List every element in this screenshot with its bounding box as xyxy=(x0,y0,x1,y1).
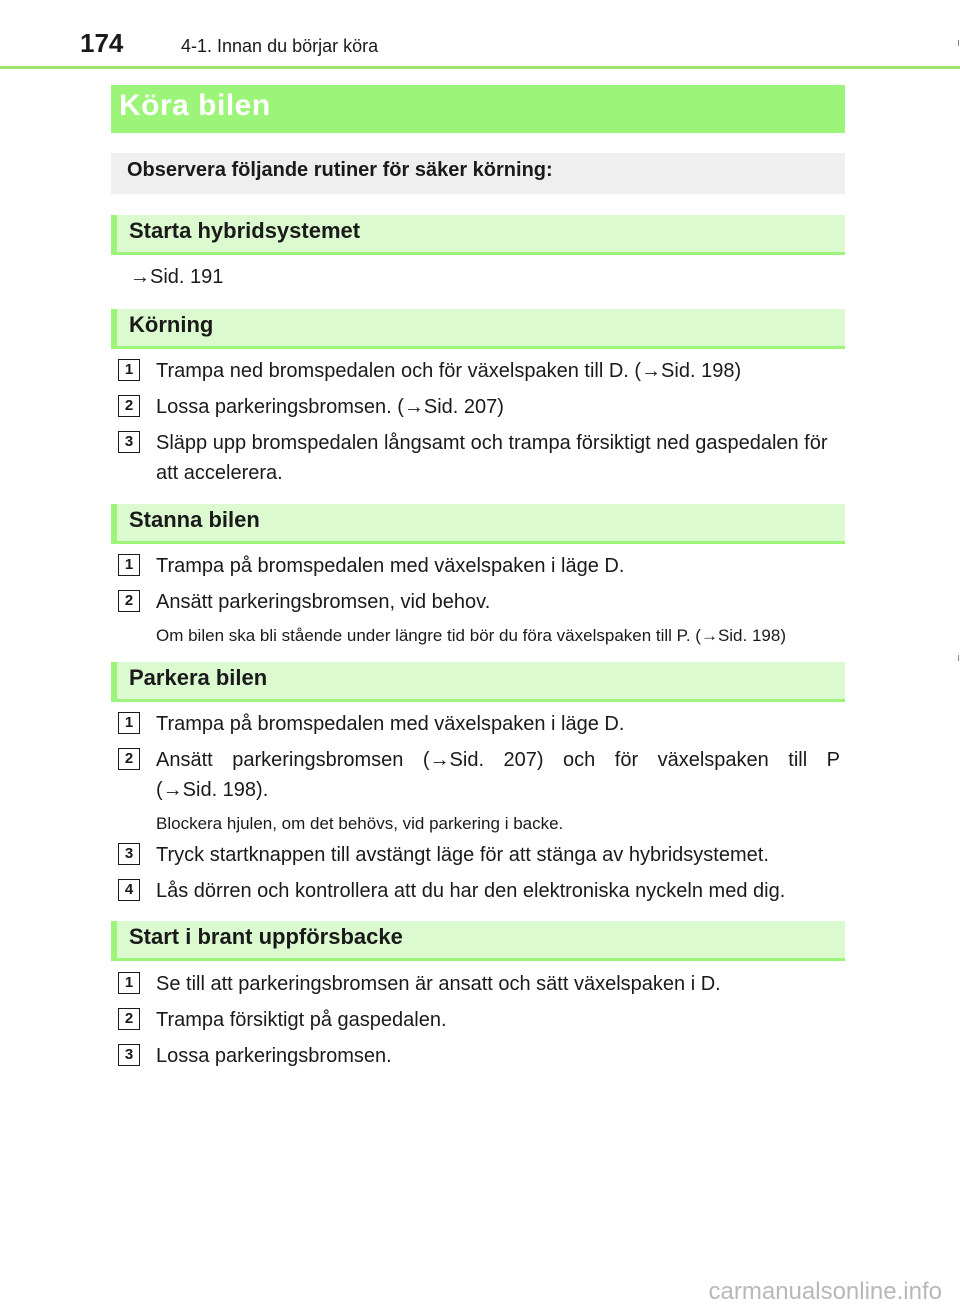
step-text: Trampa ned bromspedalen och för växelspaken till D. (→Sid. 198) xyxy=(156,360,742,382)
footer-watermark[interactable]: carmanualsonline.info xyxy=(708,1278,942,1305)
step-number-badge: 1 xyxy=(118,359,140,381)
header-rule xyxy=(0,66,960,69)
section-heading-hill-start: Start i brant uppförsbacke xyxy=(111,921,845,961)
step-item xyxy=(118,876,840,906)
step-item xyxy=(118,969,840,999)
step-text: Lossa parkeringsbromsen. (→Sid. 207) xyxy=(156,396,504,418)
step-number-badge: 2 xyxy=(118,748,140,770)
step-number-badge: 1 xyxy=(118,972,140,994)
step-text-line: Släpp upp bromspedalen långsamt och trampa försiktigt ned gaspedalen för xyxy=(156,432,828,454)
step-item xyxy=(118,709,840,739)
step-item xyxy=(118,1005,840,1035)
step-item xyxy=(118,745,840,805)
chapter-title: 4-1. Innan du börjar köra xyxy=(181,36,379,56)
step-number-badge: 3 xyxy=(118,1044,140,1066)
step-item xyxy=(118,428,840,488)
step-number-badge: 1 xyxy=(118,554,140,576)
step-number-badge: 2 xyxy=(118,590,140,612)
step-item xyxy=(118,356,840,386)
step-number-badge: 1 xyxy=(118,712,140,734)
step-text: Trampa på bromspedalen med växelspaken i läge D. xyxy=(156,555,625,577)
step-item xyxy=(118,551,840,581)
step-text: Lossa parkeringsbromsen. xyxy=(156,1045,392,1067)
section-heading-start-hybrid: Starta hybridsystemet xyxy=(111,215,845,255)
step-number-badge: 3 xyxy=(118,843,140,865)
step-item xyxy=(118,587,840,617)
intro-box: Observera följande rutiner för säker körning: xyxy=(111,153,845,194)
section-heading-driving: Körning xyxy=(111,309,845,349)
step-text: Tryck startknappen till avstängt läge för att stänga av hybridsystemet. xyxy=(156,844,769,866)
step-item xyxy=(118,392,840,422)
section-heading-stop: Stanna bilen xyxy=(111,504,845,544)
section-heading-park: Parkera bilen xyxy=(111,662,845,702)
crop-mark xyxy=(958,655,959,661)
step-text: Lås dörren och kontrollera att du har den elektroniska nyckeln med dig. xyxy=(156,880,786,902)
page-title: Köra bilen xyxy=(111,85,845,133)
page-reference: →Sid. 191 xyxy=(130,266,224,288)
step-text-line: (→Sid. 198). xyxy=(156,779,269,801)
step-text xyxy=(156,745,840,805)
crop-mark xyxy=(958,40,959,46)
step-text xyxy=(156,428,840,488)
step-number-badge: 3 xyxy=(118,431,140,453)
note-text: Blockera hjulen, om det behövs, vid parkering i backe. xyxy=(156,814,564,833)
step-text: Trampa på bromspedalen med växelspaken i läge D. xyxy=(156,713,625,735)
step-item xyxy=(118,1041,840,1071)
step-number-badge: 2 xyxy=(118,395,140,417)
page-header xyxy=(0,0,960,70)
step-text: Se till att parkeringsbromsen är ansatt och sätt växelspaken i D. xyxy=(156,973,721,995)
step-item xyxy=(118,840,840,870)
step-text: Trampa försiktigt på gaspedalen. xyxy=(156,1009,447,1031)
step-text-line: Ansätt parkeringsbromsen (→Sid. 207) och för växelspaken till P xyxy=(156,749,840,771)
step-text: Ansätt parkeringsbromsen, vid behov. xyxy=(156,591,491,613)
step-number-badge: 4 xyxy=(118,879,140,901)
step-number-badge: 2 xyxy=(118,1008,140,1030)
page-number: 174 xyxy=(80,28,124,58)
note-text: Om bilen ska bli stående under längre tid bör du föra växelspaken till P. (→Sid. 198) xyxy=(156,626,786,645)
step-text-line: att accelerera. xyxy=(156,462,283,484)
